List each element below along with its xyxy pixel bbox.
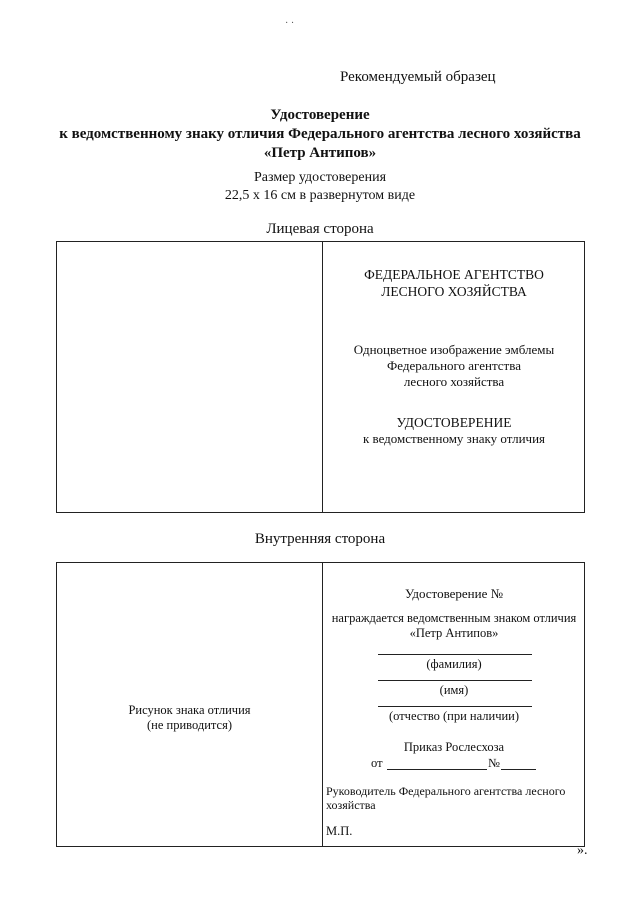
recommended-sample-label: Рекомендуемый образец xyxy=(340,69,496,85)
order-caption: Приказ Рослесхоза xyxy=(403,740,505,754)
badge-line-2: (не приводится) xyxy=(147,718,232,732)
front-emblem-placeholder xyxy=(323,342,585,390)
awarded-text xyxy=(323,611,585,641)
inner-side-box xyxy=(56,562,585,847)
inner-side-label: Внутренняя сторона xyxy=(254,531,386,547)
front-agency xyxy=(323,266,585,300)
size-line-2: 22,5 х 16 см в развернутом виде xyxy=(224,188,416,203)
name-line xyxy=(378,680,532,681)
patronymic-line xyxy=(378,706,532,707)
inner-divider xyxy=(322,563,323,846)
patronymic-caption: (отчество (при наличии) xyxy=(388,709,520,723)
certificate-number: Удостоверение № xyxy=(404,586,504,601)
cert-subtitle: к ведомственному знаку отличия xyxy=(362,431,546,446)
order-number-line xyxy=(501,769,536,770)
title-line-1: Удостоверение xyxy=(270,107,370,123)
title-line-3: «Петр Антипов» xyxy=(263,145,377,161)
agency-line-1: ФЕДЕРАЛЬНОЕ АГЕНТСТВО xyxy=(364,267,544,282)
cert-title: УДОСТОВЕРЕНИЕ xyxy=(396,415,512,430)
surname-caption: (фамилия) xyxy=(426,657,482,671)
surname-line xyxy=(378,654,532,655)
certificate-size xyxy=(0,169,640,205)
agency-line-2: ЛЕСНОГО ХОЗЯЙСТВА xyxy=(381,284,527,299)
seal-placeholder: М.П. xyxy=(326,824,353,838)
awarded-line-2: «Петр Антипов» xyxy=(409,626,499,640)
order-date-line xyxy=(387,769,487,770)
title-line-2: к ведомственному знаку отличия Федерального агентства лесного хозяйства xyxy=(59,126,581,142)
emblem-line-2: Федерального агентства xyxy=(387,358,521,373)
head-line-2: хозяйства xyxy=(326,798,376,812)
scan-marks: · · xyxy=(285,18,295,29)
order-from-label: от xyxy=(371,756,383,770)
agency-head-caption xyxy=(326,784,581,812)
emblem-line-3: лесного хозяйства xyxy=(403,374,505,389)
badge-line-1: Рисунок знака отличия xyxy=(128,703,251,717)
head-line-1: Руководитель Федерального агентства лесного xyxy=(326,784,566,798)
document-title xyxy=(0,106,640,163)
size-line-1: Размер удостоверения xyxy=(253,170,387,185)
awarded-line-1: награждается ведомственным знаком отличия xyxy=(331,611,577,625)
front-side-box xyxy=(56,241,585,513)
closing-quote: ». xyxy=(577,843,588,858)
emblem-line-1: Одноцветное изображение эмблемы xyxy=(353,342,555,357)
name-caption: (имя) xyxy=(439,683,469,697)
badge-drawing-placeholder xyxy=(57,703,322,733)
order-number-label: № xyxy=(488,756,500,770)
front-certificate-heading xyxy=(323,415,585,447)
front-side-label: Лицевая сторона xyxy=(266,221,374,237)
